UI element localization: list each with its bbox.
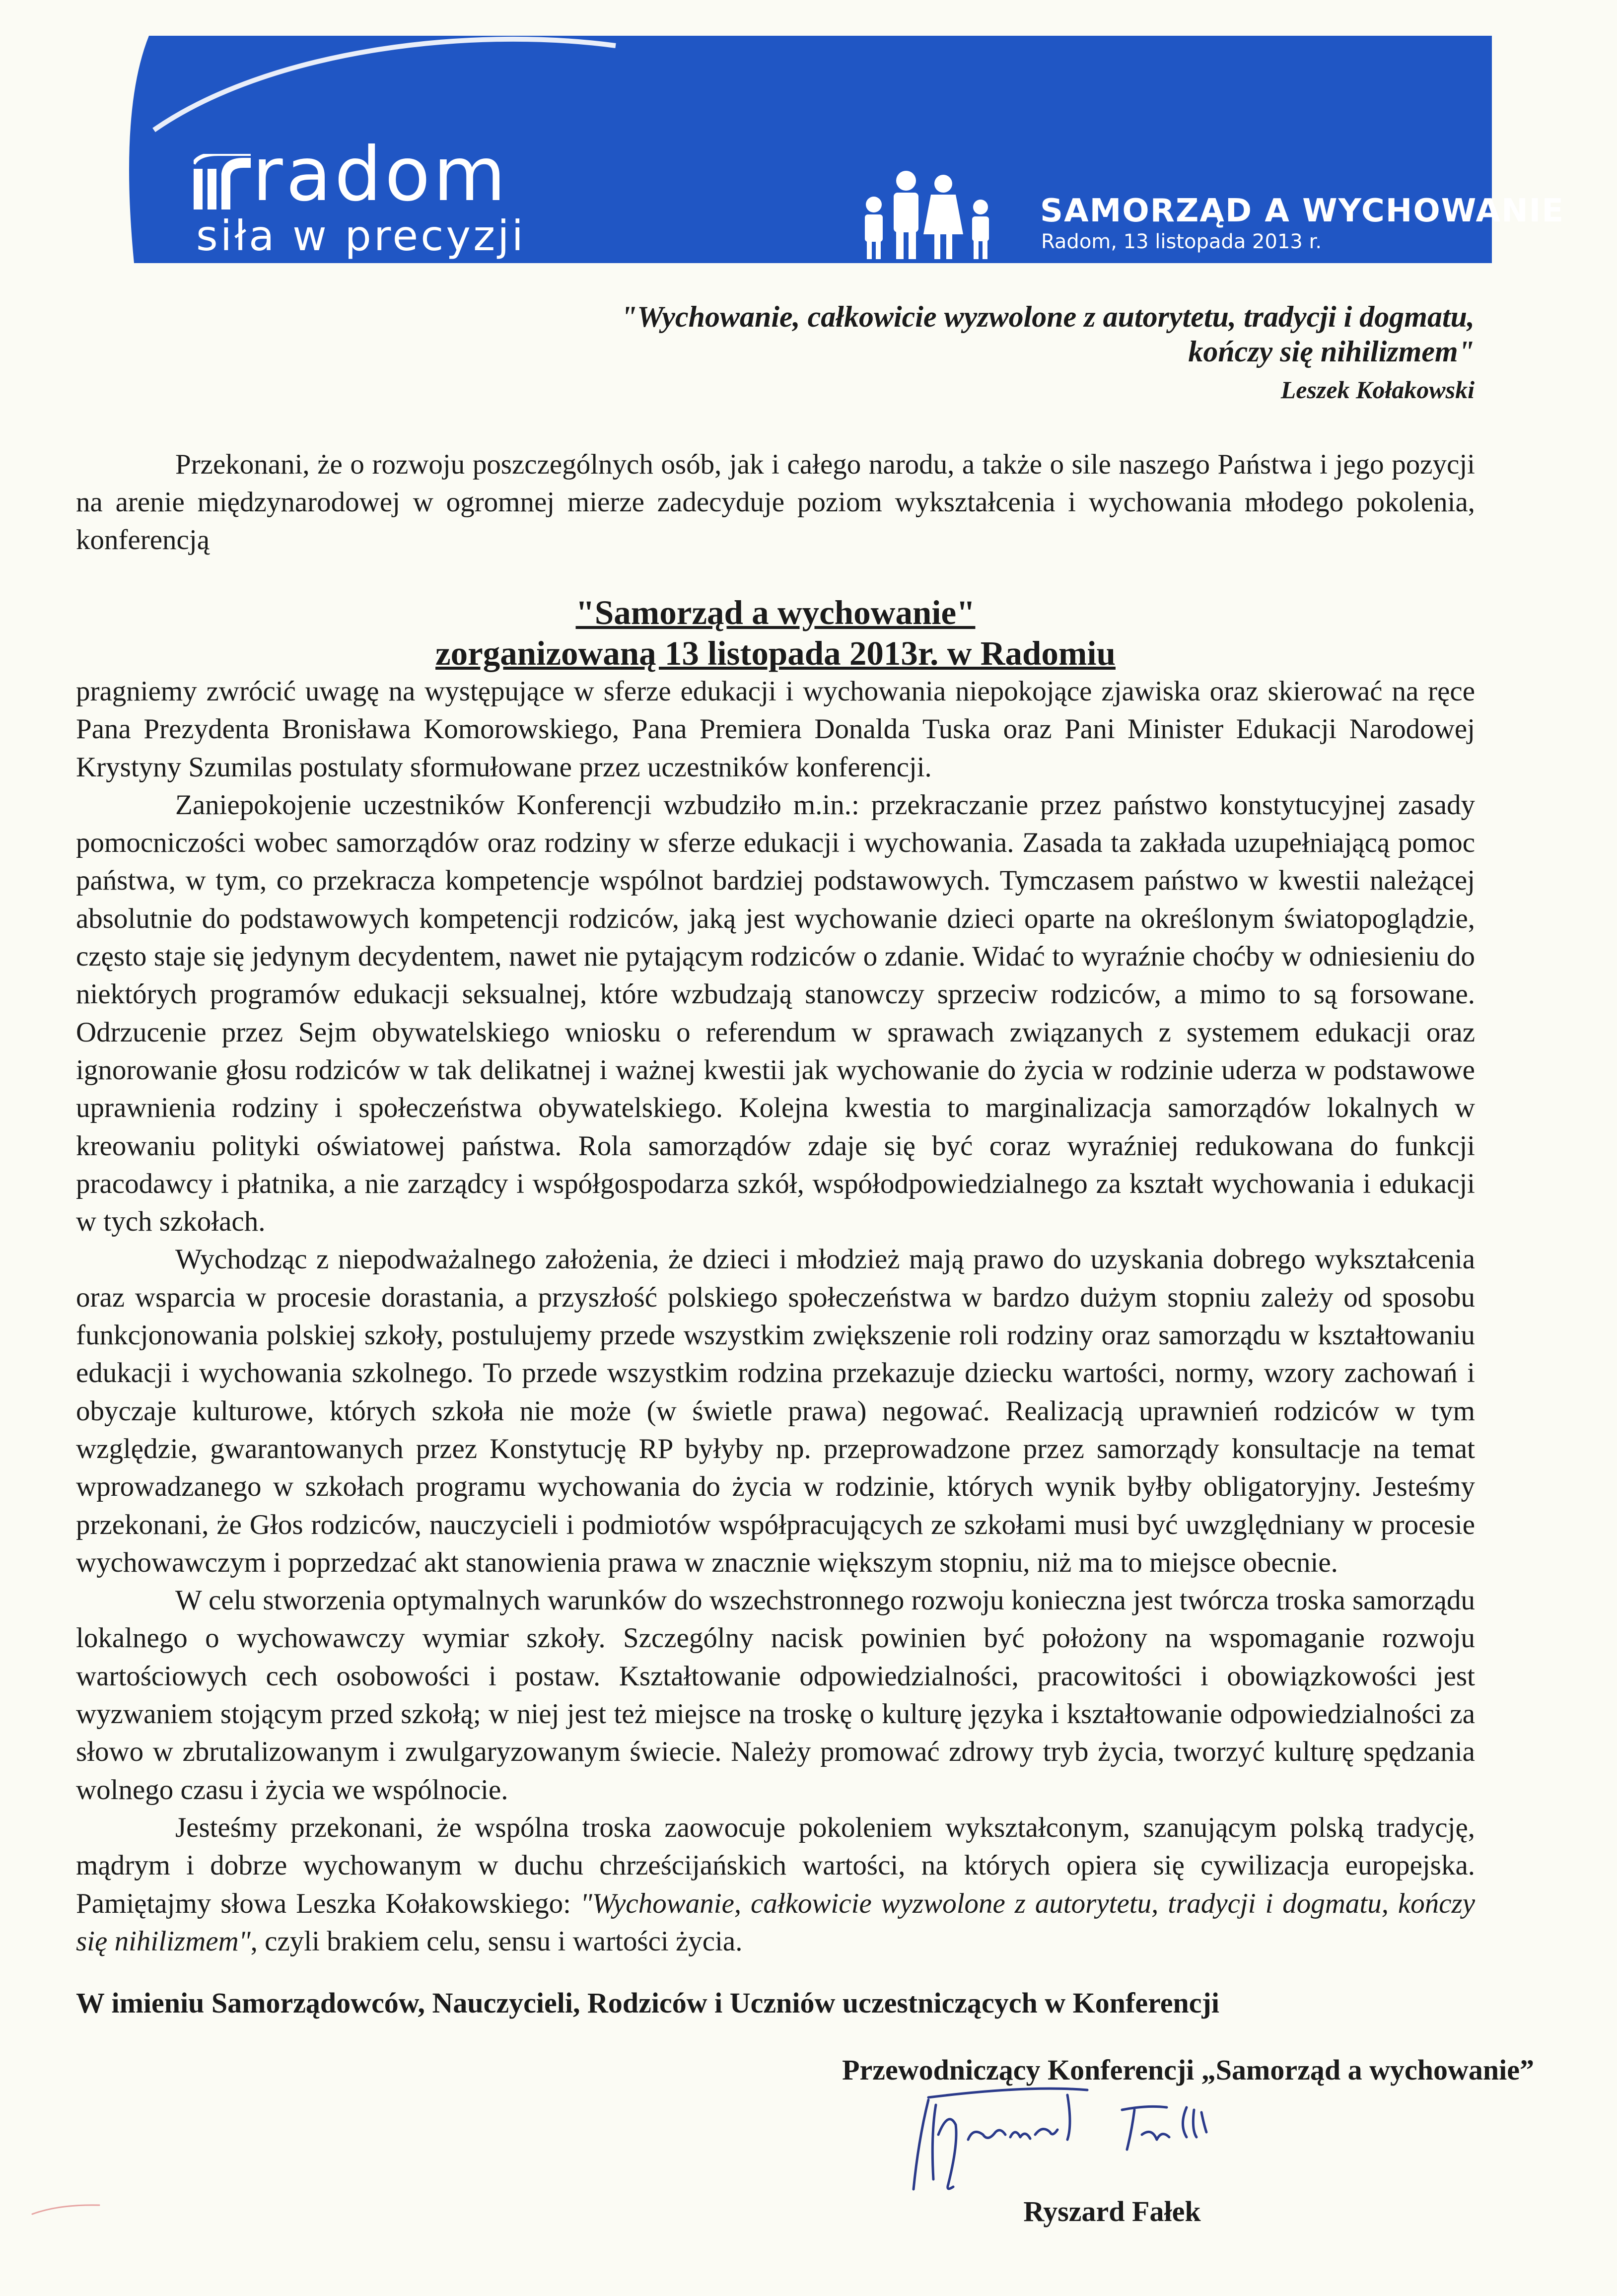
conference-date: Radom, 13 listopada 2013 r.	[1041, 230, 1322, 253]
header-banner	[119, 36, 1565, 263]
body-paragraph: pragniemy zwrócić uwagę na występujące w sferze edukacji i wychowania niepokojące zjawiska oraz skierować na ręce Pana Prezydenta Bronisława Komorowskiego, Pana Premiera Donalda Tuska oraz Pani Minister Edukacji Narodowej Krystyny Szumilas postulaty sformułowane przez uczestników konferencji.	[76, 676, 1475, 783]
logo-tagline: siła w precyzji	[196, 211, 526, 260]
family-icon	[859, 170, 998, 259]
logo-wordmark: radom	[252, 132, 509, 218]
signatory-role: Przewodniczący Konferencji „Samorząd a wychowanie”	[842, 2054, 1534, 2086]
motto-line-1: "Wychowanie, całkowicie wyzwolone z autorytetu, tradycji i dogmatu,	[621, 300, 1475, 333]
final-paragraph-ending: , czyli brakiem celu, sensu i wartości życia.	[250, 1925, 743, 1957]
final-paragraph-quote: "Wychowanie, całkowicie wyzwolone z autorytetu, tradycji i dogmatu, kończy się nihilizmem"	[76, 1887, 1475, 1957]
motto-author: Leszek Kołakowski	[1280, 376, 1475, 404]
signatory-name: Ryszard Fałek	[1023, 2195, 1201, 2227]
body-paragraph: Wychodząc z niepodważalnego założenia, że dzieci i młodzież mają prawo do uzyskania dobrego wykształcenia oraz wsparcia w procesie dorastania, a przyszłość polskiego społeczeństwa w bardzo dużym stopniu zależy od sposobu funkcjonowania polskiej szkoły, postulujemy przede wszystkim zwiększenie roli rodziny oraz samorządu w kształtowaniu edukacji i wychowania szkolnego. To przede wszystkim rodzina przekazuje dziecku wartości, normy, wzory zachowań i obyczaje kulturowe, których szkoła nie może (w świetle prawa) negować. Realizacją uprawnień rodziców w tym względzie, gwarantowanych przez Konstytucję RP byłyby np. przeprowadzone przez samorządy konsultacje na temat wprowadzanego w szkołach programu wychowania do życia w rodzinie, których wynik byłby obligatoryjny. Jesteśmy przekonani, że Głos rodziców, nauczycieli i podmiotów współpracujących ze szkołami musi być uwzględniany w procesie wychowawczym i poprzedzać akt stanowienia prawa w znacznie większym stopniu, niż ma to miejsce obecnie.	[76, 1244, 1475, 1578]
conference-title: SAMORZĄD A WYCHOWANIE	[1040, 193, 1565, 229]
body-paragraph: Zaniepokojenie uczestników Konferencji wzbudziło m.in.: przekraczanie przez państwo konstytucyjnej zasady pomocniczości wobec samorządów oraz rodziny w sferze edukacji i wychowania. Zasada ta zakłada uzupełniającą pomoc państwa, w tym, co przekracza kompetencje wspólnot bardziej podstawowych. Tymczasem państwo w kwestii należącej absolutnie do podstawowych kompetencji rodziców, jaką jest wychowanie dzieci oparte na określonym światopoglądzie, często staje się jedynym decydentem, nawet nie pytającym rodziców o zdanie. Widać to wyraźnie choćby w odniesieniu do niektórych programów edukacji seksualnej, które wzbudzają stanowczy sprzeciw rodziców, a mimo to są forsowane. Odrzucenie przez Sejm obywatelskiego wniosku o referendum w sprawach związanych z systemem edukacji oraz ignorowanie głosu rodziców w tak delikatnej i ważnej kwestii jak wychowanie do życia w rodzinie uderza w podstawowe uprawnienia rodziny i społeczeństwa obywatelskiego. Kolejna kwestia to marginalizacja samorządów lokalnych w kreowaniu polityki oświatowej państwa. Rola samorządów zdaje się być coraz wyraźniej redukowana do funkcji pracodawcy i płatnika, a nie zarządcy i współgospodarza szkół, współodpowiedzialnego za kształt wychowania i edukacji w tych szkołach.	[76, 789, 1475, 1238]
conference-date-heading: zorganizowaną 13 listopada 2013r. w Radomiu	[435, 634, 1116, 672]
intro-paragraph: Przekonani, że o rozwoju poszczególnych osób, jak i całego narodu, a także o sile naszego Państwa i jego pozycji na arenie międzynarodowej w ogromnej mierze zadecyduje poziom wykształcenia i wychowania młodego pokolenia, konferencją	[76, 449, 1475, 556]
final-paragraph-text: Jesteśmy przekonani, że wspólna troska zaowocuje pokoleniem wykształconym, szanującym polską tradycję, mądrym i dobrze wychowanym w duchu chrześcijańskich wartości, na których opiera się cywilizacja europejska. Pamiętajmy słowa Leszka Kołakowskiego:	[76, 1811, 1475, 1919]
body-paragraph: W celu stworzenia optymalnych warunków do wszechstronnego rozwoju konieczna jest twórcza troska samorządu lokalnego o wychowawczy wymiar szkoły. Szczególny nacisk powinien być położony na wspomaganie rozwoju wartościowych cech osobowości i postaw. Kształtowanie odpowiedzialności, pracowitości i obowiązkowości jest wyzwaniem stojącym przed szkołą; w niej jest też miejsce na troskę o kulturę języka i kształtowanie odpowiedzialności za słowo w zbrutalizowanym i zwulgaryzowanym świecie. Należy promować zdrowy tryb życia, tworzyć kulturę spędzania wolnego czasu i życia we wspólnocie.	[76, 1585, 1475, 1806]
body-paragraph-final	[76, 1809, 1475, 1960]
motto-quote	[586, 299, 1475, 369]
letter-body	[76, 673, 1475, 1960]
stray-pen-mark	[30, 2199, 104, 2219]
conference-name-heading: "Samorząd a wychowanie"	[575, 594, 976, 631]
motto-line-2: kończy się nihilizmem"	[1188, 335, 1475, 368]
closing-line: W imieniu Samorządowców, Nauczycieli, Rodziców i Uczniów uczestniczących w Konferencji	[76, 1987, 1219, 2019]
handwritten-signature	[909, 2080, 1286, 2194]
